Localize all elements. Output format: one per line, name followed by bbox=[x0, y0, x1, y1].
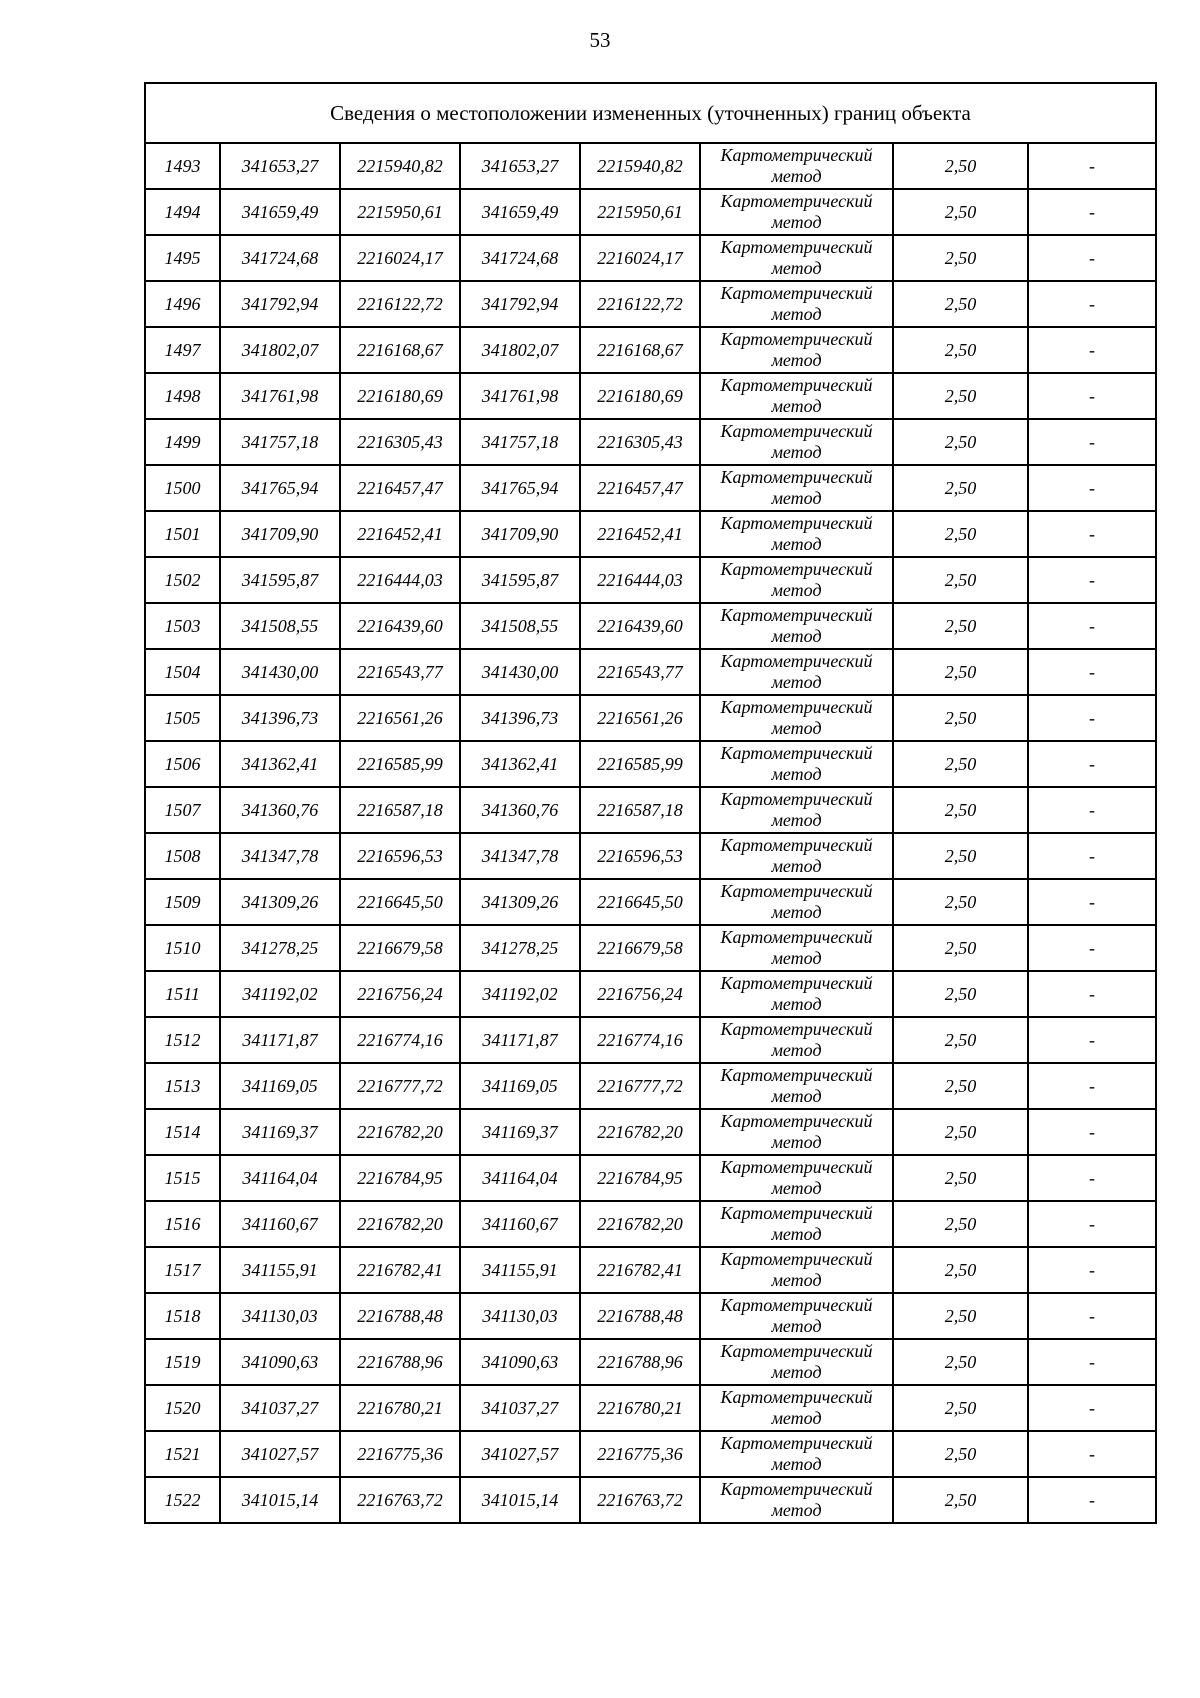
existing-y-cell: 2216782,41 bbox=[340, 1247, 460, 1293]
description-cell: - bbox=[1028, 235, 1156, 281]
existing-y-cell: 2216024,17 bbox=[340, 235, 460, 281]
method-cell: Картометрический метод bbox=[700, 557, 893, 603]
existing-y-cell: 2216788,96 bbox=[340, 1339, 460, 1385]
description-cell: - bbox=[1028, 465, 1156, 511]
refined-x-cell: 341761,98 bbox=[460, 373, 580, 419]
point-number-cell: 1503 bbox=[145, 603, 220, 649]
table-row bbox=[145, 235, 1156, 281]
method-cell: Картометрический метод bbox=[700, 465, 893, 511]
existing-x-cell: 341090,63 bbox=[220, 1339, 340, 1385]
existing-x-cell: 341362,41 bbox=[220, 741, 340, 787]
refined-y-cell: 2216587,18 bbox=[580, 787, 700, 833]
existing-y-cell: 2216763,72 bbox=[340, 1477, 460, 1523]
refined-y-cell: 2216763,72 bbox=[580, 1477, 700, 1523]
refined-y-cell: 2216679,58 bbox=[580, 925, 700, 971]
accuracy-cell: 2,50 bbox=[893, 327, 1028, 373]
refined-x-cell: 341155,91 bbox=[460, 1247, 580, 1293]
existing-x-cell: 341278,25 bbox=[220, 925, 340, 971]
existing-x-cell: 341430,00 bbox=[220, 649, 340, 695]
point-number-cell: 1500 bbox=[145, 465, 220, 511]
refined-y-cell: 2216561,26 bbox=[580, 695, 700, 741]
accuracy-cell: 2,50 bbox=[893, 281, 1028, 327]
method-cell: Картометрический метод bbox=[700, 695, 893, 741]
existing-x-cell: 341653,27 bbox=[220, 143, 340, 189]
description-cell: - bbox=[1028, 1385, 1156, 1431]
method-cell: Картометрический метод bbox=[700, 1431, 893, 1477]
description-cell: - bbox=[1028, 1017, 1156, 1063]
point-number-cell: 1522 bbox=[145, 1477, 220, 1523]
method-cell: Картометрический метод bbox=[700, 281, 893, 327]
existing-x-cell: 341027,57 bbox=[220, 1431, 340, 1477]
refined-x-cell: 341360,76 bbox=[460, 787, 580, 833]
method-cell: Картометрический метод bbox=[700, 1109, 893, 1155]
table-row bbox=[145, 1477, 1156, 1523]
table-row bbox=[145, 1017, 1156, 1063]
description-cell: - bbox=[1028, 1201, 1156, 1247]
existing-y-cell: 2216439,60 bbox=[340, 603, 460, 649]
refined-x-cell: 341396,73 bbox=[460, 695, 580, 741]
point-number-cell: 1516 bbox=[145, 1201, 220, 1247]
point-number-cell: 1507 bbox=[145, 787, 220, 833]
refined-x-cell: 341309,26 bbox=[460, 879, 580, 925]
point-number-cell: 1517 bbox=[145, 1247, 220, 1293]
existing-y-cell: 2216305,43 bbox=[340, 419, 460, 465]
description-cell: - bbox=[1028, 741, 1156, 787]
existing-x-cell: 341347,78 bbox=[220, 833, 340, 879]
existing-y-cell: 2216774,16 bbox=[340, 1017, 460, 1063]
existing-x-cell: 341309,26 bbox=[220, 879, 340, 925]
refined-x-cell: 341130,03 bbox=[460, 1293, 580, 1339]
method-cell: Картометрический метод bbox=[700, 1017, 893, 1063]
table-row bbox=[145, 1063, 1156, 1109]
table-row bbox=[145, 1431, 1156, 1477]
table-row bbox=[145, 741, 1156, 787]
existing-y-cell: 2216561,26 bbox=[340, 695, 460, 741]
refined-y-cell: 2216774,16 bbox=[580, 1017, 700, 1063]
description-cell: - bbox=[1028, 1109, 1156, 1155]
accuracy-cell: 2,50 bbox=[893, 189, 1028, 235]
existing-y-cell: 2216596,53 bbox=[340, 833, 460, 879]
refined-x-cell: 341724,68 bbox=[460, 235, 580, 281]
description-cell: - bbox=[1028, 281, 1156, 327]
table-header-row bbox=[145, 83, 1156, 143]
boundary-coordinates-table bbox=[144, 82, 1157, 1524]
refined-y-cell: 2216180,69 bbox=[580, 373, 700, 419]
existing-y-cell: 2216543,77 bbox=[340, 649, 460, 695]
refined-x-cell: 341508,55 bbox=[460, 603, 580, 649]
existing-x-cell: 341709,90 bbox=[220, 511, 340, 557]
existing-x-cell: 341724,68 bbox=[220, 235, 340, 281]
existing-x-cell: 341757,18 bbox=[220, 419, 340, 465]
description-cell: - bbox=[1028, 189, 1156, 235]
refined-y-cell: 2216168,67 bbox=[580, 327, 700, 373]
refined-x-cell: 341278,25 bbox=[460, 925, 580, 971]
refined-x-cell: 341347,78 bbox=[460, 833, 580, 879]
table-row bbox=[145, 695, 1156, 741]
accuracy-cell: 2,50 bbox=[893, 1063, 1028, 1109]
point-number-cell: 1508 bbox=[145, 833, 220, 879]
table-row bbox=[145, 1385, 1156, 1431]
existing-y-cell: 2216645,50 bbox=[340, 879, 460, 925]
existing-y-cell: 2216180,69 bbox=[340, 373, 460, 419]
accuracy-cell: 2,50 bbox=[893, 419, 1028, 465]
description-cell: - bbox=[1028, 511, 1156, 557]
description-cell: - bbox=[1028, 557, 1156, 603]
existing-y-cell: 2215940,82 bbox=[340, 143, 460, 189]
refined-y-cell: 2216596,53 bbox=[580, 833, 700, 879]
point-number-cell: 1495 bbox=[145, 235, 220, 281]
refined-y-cell: 2216122,72 bbox=[580, 281, 700, 327]
refined-y-cell: 2216452,41 bbox=[580, 511, 700, 557]
accuracy-cell: 2,50 bbox=[893, 1155, 1028, 1201]
accuracy-cell: 2,50 bbox=[893, 1477, 1028, 1523]
accuracy-cell: 2,50 bbox=[893, 649, 1028, 695]
method-cell: Картометрический метод bbox=[700, 1385, 893, 1431]
point-number-cell: 1499 bbox=[145, 419, 220, 465]
point-number-cell: 1520 bbox=[145, 1385, 220, 1431]
existing-y-cell: 2216168,67 bbox=[340, 327, 460, 373]
existing-y-cell: 2215950,61 bbox=[340, 189, 460, 235]
method-cell: Картометрический метод bbox=[700, 741, 893, 787]
existing-y-cell: 2216777,72 bbox=[340, 1063, 460, 1109]
page-number: 53 bbox=[589, 28, 611, 52]
description-cell: - bbox=[1028, 695, 1156, 741]
refined-y-cell: 2216777,72 bbox=[580, 1063, 700, 1109]
table-row bbox=[145, 373, 1156, 419]
accuracy-cell: 2,50 bbox=[893, 557, 1028, 603]
table-row bbox=[145, 1109, 1156, 1155]
table-title: Сведения о местоположении измененных (уточненных) границ объекта bbox=[145, 83, 1156, 143]
table-row bbox=[145, 649, 1156, 695]
method-cell: Картометрический метод bbox=[700, 879, 893, 925]
refined-y-cell: 2216439,60 bbox=[580, 603, 700, 649]
existing-y-cell: 2216775,36 bbox=[340, 1431, 460, 1477]
existing-y-cell: 2216788,48 bbox=[340, 1293, 460, 1339]
table-row bbox=[145, 833, 1156, 879]
existing-x-cell: 341802,07 bbox=[220, 327, 340, 373]
existing-y-cell: 2216782,20 bbox=[340, 1109, 460, 1155]
point-number-cell: 1513 bbox=[145, 1063, 220, 1109]
existing-x-cell: 341192,02 bbox=[220, 971, 340, 1017]
refined-y-cell: 2215950,61 bbox=[580, 189, 700, 235]
existing-x-cell: 341360,76 bbox=[220, 787, 340, 833]
method-cell: Картометрический метод bbox=[700, 1155, 893, 1201]
description-cell: - bbox=[1028, 879, 1156, 925]
accuracy-cell: 2,50 bbox=[893, 1339, 1028, 1385]
method-cell: Картометрический метод bbox=[700, 1339, 893, 1385]
method-cell: Картометрический метод bbox=[700, 235, 893, 281]
method-cell: Картометрический метод bbox=[700, 1247, 893, 1293]
table-row bbox=[145, 143, 1156, 189]
accuracy-cell: 2,50 bbox=[893, 1017, 1028, 1063]
refined-y-cell: 2216444,03 bbox=[580, 557, 700, 603]
description-cell: - bbox=[1028, 925, 1156, 971]
existing-x-cell: 341015,14 bbox=[220, 1477, 340, 1523]
description-cell: - bbox=[1028, 787, 1156, 833]
method-cell: Картометрический метод bbox=[700, 373, 893, 419]
refined-x-cell: 341709,90 bbox=[460, 511, 580, 557]
existing-x-cell: 341396,73 bbox=[220, 695, 340, 741]
existing-x-cell: 341169,05 bbox=[220, 1063, 340, 1109]
refined-y-cell: 2216305,43 bbox=[580, 419, 700, 465]
point-number-cell: 1521 bbox=[145, 1431, 220, 1477]
table-row bbox=[145, 557, 1156, 603]
existing-y-cell: 2216756,24 bbox=[340, 971, 460, 1017]
accuracy-cell: 2,50 bbox=[893, 971, 1028, 1017]
refined-x-cell: 341653,27 bbox=[460, 143, 580, 189]
existing-y-cell: 2216122,72 bbox=[340, 281, 460, 327]
existing-y-cell: 2216587,18 bbox=[340, 787, 460, 833]
refined-x-cell: 341037,27 bbox=[460, 1385, 580, 1431]
existing-x-cell: 341130,03 bbox=[220, 1293, 340, 1339]
description-cell: - bbox=[1028, 419, 1156, 465]
description-cell: - bbox=[1028, 1431, 1156, 1477]
table-row bbox=[145, 189, 1156, 235]
refined-x-cell: 341757,18 bbox=[460, 419, 580, 465]
table-row bbox=[145, 603, 1156, 649]
point-number-cell: 1501 bbox=[145, 511, 220, 557]
table-row bbox=[145, 925, 1156, 971]
refined-x-cell: 341027,57 bbox=[460, 1431, 580, 1477]
refined-y-cell: 2216784,95 bbox=[580, 1155, 700, 1201]
refined-x-cell: 341015,14 bbox=[460, 1477, 580, 1523]
accuracy-cell: 2,50 bbox=[893, 511, 1028, 557]
accuracy-cell: 2,50 bbox=[893, 925, 1028, 971]
refined-x-cell: 341765,94 bbox=[460, 465, 580, 511]
method-cell: Картометрический метод bbox=[700, 143, 893, 189]
table-row bbox=[145, 327, 1156, 373]
refined-x-cell: 341430,00 bbox=[460, 649, 580, 695]
existing-x-cell: 341659,49 bbox=[220, 189, 340, 235]
method-cell: Картометрический метод bbox=[700, 419, 893, 465]
point-number-cell: 1510 bbox=[145, 925, 220, 971]
point-number-cell: 1502 bbox=[145, 557, 220, 603]
accuracy-cell: 2,50 bbox=[893, 1385, 1028, 1431]
description-cell: - bbox=[1028, 1155, 1156, 1201]
description-cell: - bbox=[1028, 1247, 1156, 1293]
method-cell: Картометрический метод bbox=[700, 833, 893, 879]
table-row bbox=[145, 879, 1156, 925]
accuracy-cell: 2,50 bbox=[893, 373, 1028, 419]
refined-y-cell: 2216788,48 bbox=[580, 1293, 700, 1339]
point-number-cell: 1498 bbox=[145, 373, 220, 419]
refined-x-cell: 341792,94 bbox=[460, 281, 580, 327]
existing-x-cell: 341761,98 bbox=[220, 373, 340, 419]
refined-x-cell: 341160,67 bbox=[460, 1201, 580, 1247]
existing-x-cell: 341037,27 bbox=[220, 1385, 340, 1431]
description-cell: - bbox=[1028, 603, 1156, 649]
table-row bbox=[145, 419, 1156, 465]
table-row bbox=[145, 1339, 1156, 1385]
table-row bbox=[145, 281, 1156, 327]
table-row bbox=[145, 511, 1156, 557]
refined-y-cell: 2215940,82 bbox=[580, 143, 700, 189]
refined-y-cell: 2216782,20 bbox=[580, 1201, 700, 1247]
existing-y-cell: 2216585,99 bbox=[340, 741, 460, 787]
existing-y-cell: 2216679,58 bbox=[340, 925, 460, 971]
existing-x-cell: 341155,91 bbox=[220, 1247, 340, 1293]
accuracy-cell: 2,50 bbox=[893, 235, 1028, 281]
description-cell: - bbox=[1028, 649, 1156, 695]
refined-x-cell: 341090,63 bbox=[460, 1339, 580, 1385]
table-row bbox=[145, 1293, 1156, 1339]
description-cell: - bbox=[1028, 1339, 1156, 1385]
accuracy-cell: 2,50 bbox=[893, 603, 1028, 649]
existing-x-cell: 341595,87 bbox=[220, 557, 340, 603]
point-number-cell: 1511 bbox=[145, 971, 220, 1017]
method-cell: Картометрический метод bbox=[700, 971, 893, 1017]
description-cell: - bbox=[1028, 1063, 1156, 1109]
refined-x-cell: 341802,07 bbox=[460, 327, 580, 373]
existing-y-cell: 2216782,20 bbox=[340, 1201, 460, 1247]
accuracy-cell: 2,50 bbox=[893, 695, 1028, 741]
method-cell: Картометрический метод bbox=[700, 925, 893, 971]
accuracy-cell: 2,50 bbox=[893, 143, 1028, 189]
accuracy-cell: 2,50 bbox=[893, 741, 1028, 787]
method-cell: Картометрический метод bbox=[700, 189, 893, 235]
existing-y-cell: 2216452,41 bbox=[340, 511, 460, 557]
existing-x-cell: 341164,04 bbox=[220, 1155, 340, 1201]
refined-y-cell: 2216645,50 bbox=[580, 879, 700, 925]
point-number-cell: 1512 bbox=[145, 1017, 220, 1063]
existing-y-cell: 2216780,21 bbox=[340, 1385, 460, 1431]
accuracy-cell: 2,50 bbox=[893, 1431, 1028, 1477]
description-cell: - bbox=[1028, 1293, 1156, 1339]
refined-x-cell: 341362,41 bbox=[460, 741, 580, 787]
point-number-cell: 1494 bbox=[145, 189, 220, 235]
description-cell: - bbox=[1028, 1477, 1156, 1523]
method-cell: Картометрический метод bbox=[700, 511, 893, 557]
refined-y-cell: 2216775,36 bbox=[580, 1431, 700, 1477]
existing-x-cell: 341508,55 bbox=[220, 603, 340, 649]
accuracy-cell: 2,50 bbox=[893, 1201, 1028, 1247]
accuracy-cell: 2,50 bbox=[893, 1293, 1028, 1339]
existing-x-cell: 341792,94 bbox=[220, 281, 340, 327]
table-row bbox=[145, 971, 1156, 1017]
accuracy-cell: 2,50 bbox=[893, 1247, 1028, 1293]
point-number-cell: 1509 bbox=[145, 879, 220, 925]
existing-y-cell: 2216784,95 bbox=[340, 1155, 460, 1201]
table-body bbox=[145, 83, 1156, 1523]
point-number-cell: 1505 bbox=[145, 695, 220, 741]
accuracy-cell: 2,50 bbox=[893, 833, 1028, 879]
accuracy-cell: 2,50 bbox=[893, 1109, 1028, 1155]
method-cell: Картометрический метод bbox=[700, 603, 893, 649]
table-row bbox=[145, 787, 1156, 833]
refined-y-cell: 2216024,17 bbox=[580, 235, 700, 281]
point-number-cell: 1515 bbox=[145, 1155, 220, 1201]
accuracy-cell: 2,50 bbox=[893, 879, 1028, 925]
method-cell: Картометрический метод bbox=[700, 327, 893, 373]
description-cell: - bbox=[1028, 143, 1156, 189]
refined-y-cell: 2216543,77 bbox=[580, 649, 700, 695]
refined-x-cell: 341164,04 bbox=[460, 1155, 580, 1201]
existing-y-cell: 2216457,47 bbox=[340, 465, 460, 511]
refined-x-cell: 341192,02 bbox=[460, 971, 580, 1017]
refined-x-cell: 341169,05 bbox=[460, 1063, 580, 1109]
point-number-cell: 1514 bbox=[145, 1109, 220, 1155]
existing-x-cell: 341160,67 bbox=[220, 1201, 340, 1247]
refined-y-cell: 2216585,99 bbox=[580, 741, 700, 787]
table-row bbox=[145, 1201, 1156, 1247]
refined-y-cell: 2216756,24 bbox=[580, 971, 700, 1017]
method-cell: Картометрический метод bbox=[700, 787, 893, 833]
description-cell: - bbox=[1028, 327, 1156, 373]
existing-x-cell: 341765,94 bbox=[220, 465, 340, 511]
point-number-cell: 1506 bbox=[145, 741, 220, 787]
refined-y-cell: 2216457,47 bbox=[580, 465, 700, 511]
point-number-cell: 1496 bbox=[145, 281, 220, 327]
refined-x-cell: 341659,49 bbox=[460, 189, 580, 235]
description-cell: - bbox=[1028, 833, 1156, 879]
accuracy-cell: 2,50 bbox=[893, 787, 1028, 833]
refined-x-cell: 341169,37 bbox=[460, 1109, 580, 1155]
accuracy-cell: 2,50 bbox=[893, 465, 1028, 511]
method-cell: Картометрический метод bbox=[700, 1063, 893, 1109]
method-cell: Картометрический метод bbox=[700, 1477, 893, 1523]
point-number-cell: 1493 bbox=[145, 143, 220, 189]
existing-x-cell: 341171,87 bbox=[220, 1017, 340, 1063]
refined-y-cell: 2216782,20 bbox=[580, 1109, 700, 1155]
point-number-cell: 1518 bbox=[145, 1293, 220, 1339]
point-number-cell: 1519 bbox=[145, 1339, 220, 1385]
existing-y-cell: 2216444,03 bbox=[340, 557, 460, 603]
method-cell: Картометрический метод bbox=[700, 649, 893, 695]
method-cell: Картометрический метод bbox=[700, 1201, 893, 1247]
refined-y-cell: 2216782,41 bbox=[580, 1247, 700, 1293]
method-cell: Картометрический метод bbox=[700, 1293, 893, 1339]
description-cell: - bbox=[1028, 971, 1156, 1017]
table-row bbox=[145, 465, 1156, 511]
point-number-cell: 1497 bbox=[145, 327, 220, 373]
table-row bbox=[145, 1155, 1156, 1201]
refined-x-cell: 341171,87 bbox=[460, 1017, 580, 1063]
table-row bbox=[145, 1247, 1156, 1293]
refined-y-cell: 2216780,21 bbox=[580, 1385, 700, 1431]
refined-y-cell: 2216788,96 bbox=[580, 1339, 700, 1385]
point-number-cell: 1504 bbox=[145, 649, 220, 695]
description-cell: - bbox=[1028, 373, 1156, 419]
existing-x-cell: 341169,37 bbox=[220, 1109, 340, 1155]
refined-x-cell: 341595,87 bbox=[460, 557, 580, 603]
